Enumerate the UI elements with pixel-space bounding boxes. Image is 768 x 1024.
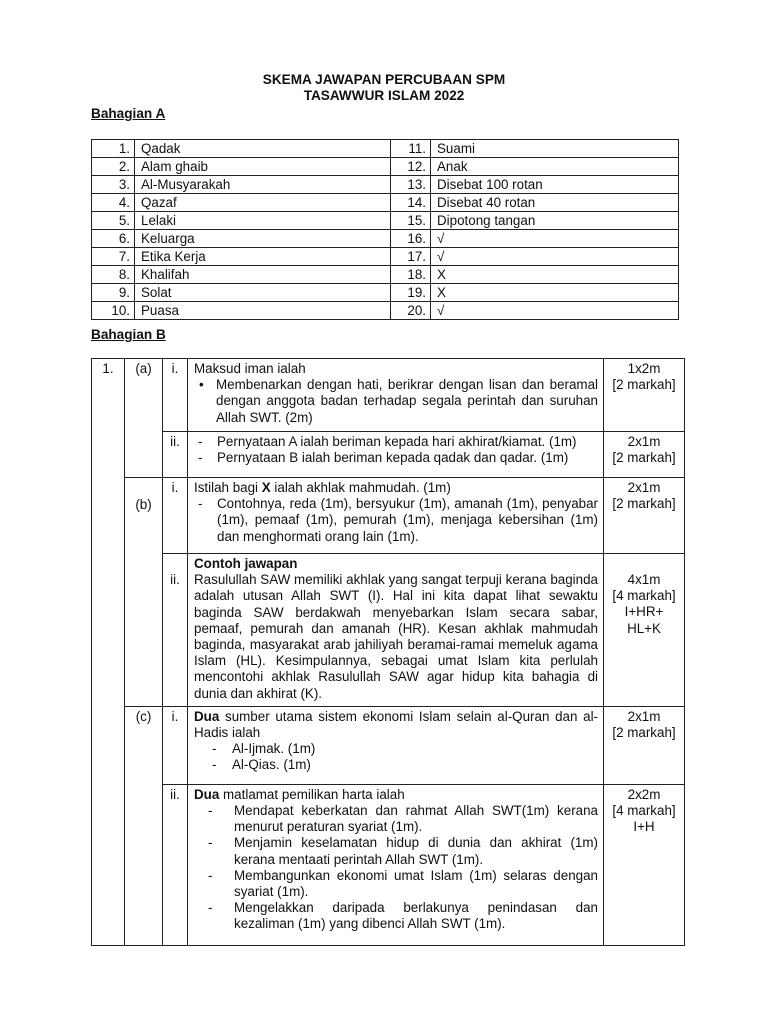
part-a-cont [125,432,163,478]
table-row [92,302,679,320]
question-number: 20. [391,302,431,320]
answer-text: Solat [135,284,391,302]
marks-a-ii [604,432,685,478]
table-row [92,176,679,194]
question-number: 13. [391,176,431,194]
answer-c-i [188,706,604,784]
marks-a-ii-total: [2 markah] [612,450,676,466]
marks-b-ii-code2: HL+K [627,620,661,636]
marks-b-i [604,478,685,554]
marks-c-i [604,706,685,784]
list-item: - Mendapat keberkatan dan rahmat Allah SWT(1m) kerana menurut peraturan syariat (1m). [194,803,598,835]
question-number: 4. [92,194,135,212]
answer-c-ii-intro [194,787,598,803]
marks-c-ii-formula: 2x2m [627,786,661,802]
question-number: 1. [92,140,135,158]
answer-b-ii-text: Rasulullah SAW memiliki akhlak yang sangat terpuji kerana baginda adalah utusan Allah SWT (I). Hal ini kita dapat lihat sewaktu baginda SAW berdakwah menyebarkan Islam secara sabar, pemaaf, pemurah dan amanah (HR). Kesan akhlak mahmudah baginda, masyarakat arab jahiliyah beramai-ramai memeluk agama Islam (HL). Kesimpulannya, sebagai umat Islam kita perlulah mencontohi akhlak Rasulullah SAW agar hidup kita bahagia di dunia dan akhirat (K). [194,572,598,701]
marks-a-ii-formula: 2x1m [627,434,661,449]
answer-text: Al-Musyarakah [135,176,391,194]
answer-text: Dipotong tangan [431,212,679,230]
answer-a-i-bullet: • Membenarkan dengan hati, berikrar dengan lisan dan beramal dengan anggota badan terhadap segala perintah dan suruhan Allah SWT. (2m) [194,377,598,426]
question-number: 9. [92,284,135,302]
table-row [92,248,679,266]
answer-text: Disebat 40 rotan [431,194,679,212]
subpart-label-a-i: i. [163,359,188,432]
answer-text: Qadak [135,140,391,158]
table-row [92,212,679,230]
answer-text: Keluarga [135,230,391,248]
answer-text: Qazaf [135,194,391,212]
question-number: 15. [391,212,431,230]
answer-a-ii [188,432,604,478]
answer-c-ii [188,784,604,945]
question-number: 19. [391,284,431,302]
table-row [92,158,679,176]
answer-b-i-item: - Contohnya, reda (1m), bersyukur (1m), amanah (1m), penyabar (1m), pemaaf (1m), pemurah (1m), menjaga kebersihan (1m) dan menghormati orang lain (1m). [194,496,598,545]
answer-text: Anak [431,158,679,176]
answer-b-i-intro [194,480,598,496]
answer-text: √ [431,230,679,248]
part-b-cont [125,554,163,707]
question-number: 16. [391,230,431,248]
question-number: 3. [92,176,135,194]
list-item: - Mengelakkan daripada berlakunya penindasan dan kezaliman (1m) yang dibenci Allah SWT (1m). [194,900,598,932]
answer-c-i-intro-post: sumber utama sistem ekonomi Islam selain al-Quran dan al-Hadis ialah [194,708,598,741]
marks-b-ii [604,554,685,707]
answer-text: Suami [431,140,679,158]
table-row [92,284,679,302]
answer-c-i-intro-bold: Dua [194,708,220,724]
answer-text: X [431,284,679,302]
marks-a-i [604,359,685,432]
question-number: 5. [92,212,135,230]
marks-b-ii-code1: I+HR+ [624,604,664,620]
marks-b-i-total: [2 markah] [612,496,676,512]
answer-c-ii-intro-post: matlamat pemilikan harta ialah [219,786,405,802]
document-title [0,72,768,104]
section-a-heading: Bahagian A [91,106,166,121]
section-a-answer-table [91,139,679,320]
question-number: 7. [92,248,135,266]
question-number-cont [92,784,125,945]
marks-b-ii-formula: 4x1m [627,572,661,587]
question-number: 8. [92,266,135,284]
answer-c-i-intro [194,709,598,741]
answer-b-ii [188,554,604,707]
marks-a-i-formula: 1x2m [627,361,661,376]
question-number: 18. [391,266,431,284]
answer-text: √ [431,248,679,266]
marks-c-i-formula: 2x1m [627,708,661,724]
question-number-cont [92,478,125,554]
marks-b-i-formula: 2x1m [627,480,661,495]
answer-text: Alam ghaib [135,158,391,176]
table-row [92,266,679,284]
answer-text: Puasa [135,302,391,320]
question-number-cont [92,706,125,784]
subpart-label-a-ii: ii. [163,432,188,478]
marks-c-i-total: [2 markah] [612,725,676,741]
title-line-2: TASAWWUR ISLAM 2022 [303,88,465,103]
question-number: 2. [92,158,135,176]
answer-b-ii-heading: Contoh jawapan [194,556,298,571]
answer-text: Khalifah [135,266,391,284]
subpart-label-c-i: i. [163,706,188,784]
marks-b-ii-total: [4 markah] [612,588,676,604]
subpart-label-b-ii: ii. [163,554,188,707]
question-number: 1. [92,359,125,432]
answer-text: √ [431,302,679,320]
part-label-a: (a) [125,359,163,432]
section-b-answer-table [91,358,685,946]
subpart-label-c-ii: ii. [163,784,188,945]
answer-b-i-intro-bold: X [261,480,271,495]
answer-b-i [188,478,604,554]
marks-c-ii [604,784,685,945]
part-label-c: (c) [125,706,163,784]
list-item: - Membangunkan ekonomi umat Islam (1m) selaras dengan syariat (1m). [194,868,598,900]
marks-a-i-total: [2 markah] [612,377,676,393]
part-c-cont [125,784,163,945]
list-item: - Al-Ijmak. (1m) [194,741,598,757]
answer-c-ii-intro-bold: Dua [194,786,220,802]
question-number: 10. [92,302,135,320]
table-row [92,194,679,212]
question-number: 11. [391,140,431,158]
answer-a-i-intro: Maksud iman ialah [194,361,306,376]
section-b-heading: Bahagian B [91,327,166,342]
answer-text: Lelaki [135,212,391,230]
answer-text: X [431,266,679,284]
list-item: - Pernyataan A ialah beriman kepada hari akhirat/kiamat. (1m) [194,434,598,450]
marks-c-ii-total: [4 markah] [612,803,676,819]
table-row [92,230,679,248]
question-number: 6. [92,230,135,248]
answer-b-i-intro-pre: Istilah bagi [194,480,262,495]
list-item: - Pernyataan B ialah beriman kepada qadak dan qadar. (1m) [194,450,598,466]
list-item: - Menjamin keselamatan hidup di dunia dan akhirat (1m) kerana mentaati perintah Allah SWT (1m). [194,835,598,867]
question-number-cont [92,432,125,478]
question-number: 14. [391,194,431,212]
table-row [92,140,679,158]
answer-b-i-intro-post: ialah akhlak mahmudah. (1m) [270,480,451,495]
question-number: 12. [391,158,431,176]
list-item: - Al-Qias. (1m) [194,757,598,773]
answer-text: Etika Kerja [135,248,391,266]
answer-text: Disebat 100 rotan [431,176,679,194]
part-label-b: (b) [125,478,163,554]
answer-a-i [188,359,604,432]
subpart-label-b-i: i. [163,478,188,554]
question-number-cont [92,554,125,707]
question-number: 17. [391,248,431,266]
marks-c-ii-code: I+H [633,819,655,835]
title-line-1: SKEMA JAWAPAN PERCUBAAN SPM [262,72,506,87]
